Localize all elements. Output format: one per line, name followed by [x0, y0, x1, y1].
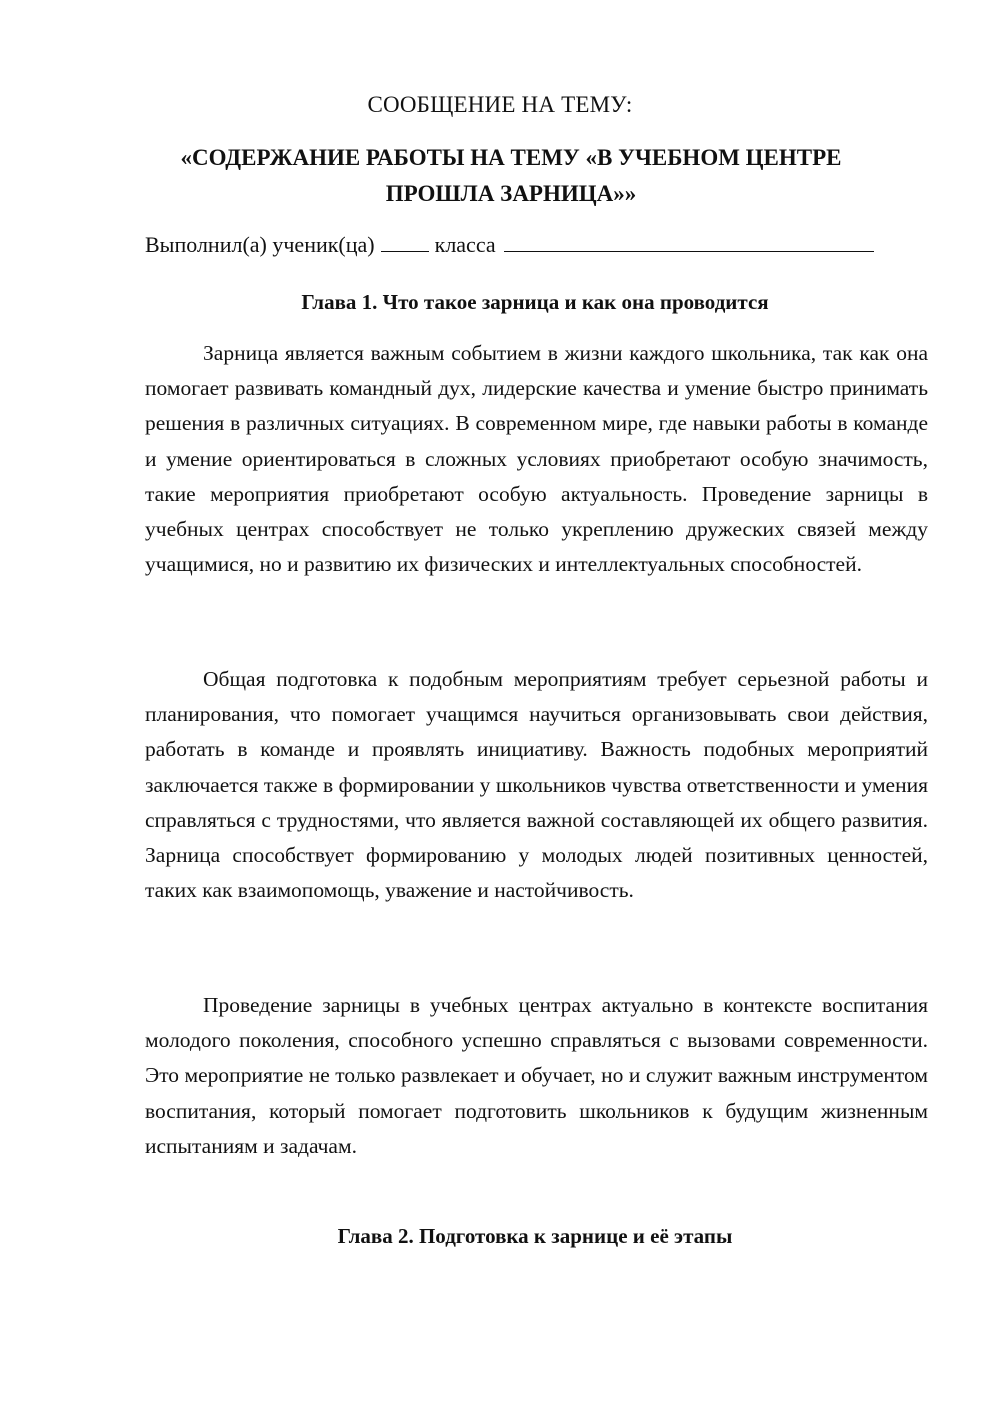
chapter-1-heading: Глава 1. Что такое зарница и как она проводится: [301, 290, 769, 314]
author-line: [145, 232, 935, 258]
class-number-blank: [381, 233, 429, 252]
report-title: «СОДЕРЖАНИЕ РАБОТЫ НА ТЕМУ «В УЧЕБНОМ ЦЕНТРЕ ПРОШЛА ЗАРНИЦА»»: [180, 145, 842, 206]
chapter-1-paragraph-3: Проведение зарницы в учебных центрах актуально в контексте воспитания молодого поколения, способного успешно справляться с вызовами современности. Это мероприятие не только развлекает и обучает, но и служит важным инструментом воспитания, который помогает подготовить школьников к будущим жизненным испытаниям и задачам.: [145, 993, 928, 1158]
report-type-heading: СООБЩЕНИЕ НА ТЕМУ:: [367, 92, 633, 117]
student-name-blank: [504, 233, 874, 252]
chapter-1-paragraph-1: Зарница является важным событием в жизни каждого школьника, так как она помогает развивать командный дух, лидерские качества и умение быстро принимать решения в различных ситуациях. В современном мире, где навыки работы в команде и умение ориентироваться в сложных условиях приобретают особую значимость, такие мероприятия приобретают особую актуальность. Проведение зарницы в учебных центрах способствует не только укреплению дружеских связей между учащимися, но и развитию их физических и интеллектуальных способностей.: [145, 341, 928, 577]
chapter-1-paragraph-2: Общая подготовка к подобным мероприятиям требует серьезной работы и планирования, что помогает учащимся научиться организовывать свои действия, работать в команде и проявлять инициативу. Важность подобных мероприятий заключается также в формировании у школьников чувства ответственности и умения справляться с трудностями, что является важной составляющей их общего развития. Зарница способствует формированию у молодых людей позитивных ценностей, таких как взаимопомощь, уважение и настойчивость.: [145, 667, 928, 903]
performed-by-label: Выполнил(а) ученик(ца): [145, 232, 375, 257]
class-label: класса: [434, 232, 496, 257]
chapter-2-heading: Глава 2. Подготовка к зарнице и её этапы: [337, 1224, 733, 1248]
